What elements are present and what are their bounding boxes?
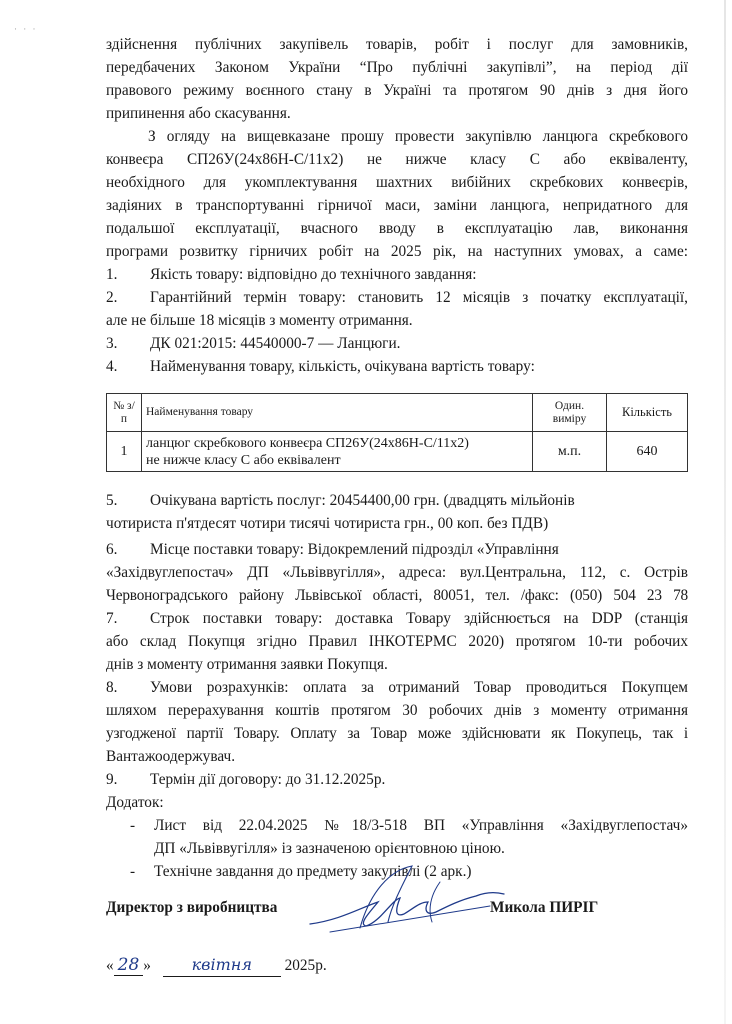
scan-artifact: · · ·	[14, 24, 38, 34]
item-number: 9.	[106, 771, 118, 788]
item-8-line-4: Вантажоодержувач.	[106, 748, 236, 765]
paragraph-1-line-3: правового режиму воєнного стану в Україні та протягом 90 днів з дня його	[106, 82, 688, 99]
item-text: Термін дії договору: до 31.12.2025р.	[150, 771, 386, 788]
item-text: Строк поставки товару: доставка Товару здійснюється на DDP (станція	[150, 610, 688, 627]
paragraph-2-line-5: подальшої експлуатації, вчасного вводу в експлуатацію лав, виконання	[106, 220, 688, 237]
date-close-quote: »	[143, 957, 151, 974]
item-8-line-3: узгодженої партії Товару. Оплату за Товар може здійснювати як Покупець, так і	[106, 725, 688, 742]
item-4	[106, 356, 688, 378]
row-name-line-1: ланцюг скребкового конвеєра СП26У(24х86Н-С/11х2)	[146, 435, 469, 451]
paragraph-2-line-4: задіяних в транспортуванні гірничої маси, заміни ланцюга, непридатного для	[106, 197, 688, 214]
item-number: 5.	[106, 492, 118, 509]
item-text: Місце поставки товару: Відокремлений підрозділ «Управління	[150, 541, 559, 558]
item-text: Якість товару: відповідно до технічного завдання:	[150, 266, 477, 283]
row-unit: м.п.	[533, 432, 607, 472]
item-text: Гарантійний термін товару: становить 12 місяців з початку експлуатації,	[150, 289, 688, 306]
item-5-line-2: чотириста п'ятдесят чотири тисячі чотириста грн., 00 коп. без ПДВ)	[106, 515, 549, 532]
attachment-text: Лист від 22.04.2025 №18/3-518 ВП «Управління «Західвуглепостач»	[154, 817, 688, 834]
header-number: № з/п	[107, 394, 142, 432]
attachment-1-line-2: ДП «Львіввугілля» із зазначеною орієнтовною ціною.	[154, 840, 505, 857]
attachments-title: Додаток:	[106, 794, 164, 811]
paragraph-1-line-4: припинення або скасування.	[106, 105, 291, 122]
paragraph-2-line-6: програми розвитку гірничих робіт на 2025 рік, на наступних умовах, а саме:	[106, 243, 688, 260]
page-edge-shadow	[724, 0, 726, 1024]
table-header-row	[107, 394, 688, 432]
item-7-line-3: днів з моменту отримання заявки Покупця.	[106, 656, 388, 673]
item-number: 1.	[106, 266, 118, 283]
date-month: квітня	[163, 954, 281, 977]
item-9	[106, 769, 688, 791]
item-text: ДК 021:2015: 44540000-7 — Ланцюги.	[150, 335, 401, 352]
attachment-text: Технічне завдання до предмету закупівлі (2 арк.)	[154, 863, 472, 880]
row-number: 1	[107, 432, 142, 472]
item-number: 3.	[106, 335, 118, 352]
item-number: 2.	[106, 289, 118, 306]
header-name: Найменування товару	[142, 394, 533, 432]
goods-table	[106, 393, 688, 472]
item-number: 6.	[106, 541, 118, 558]
signatory-name: Микола ПИРІГ	[490, 899, 599, 916]
paragraph-1-line-1: здійснення публічних закупівель товарів, робіт і послуг для замовників,	[106, 36, 688, 53]
date-year: 2025р.	[284, 957, 327, 974]
item-6-line-3: Червоноградського району Львівської області, 80051, тел. /факс: (050) 504 23 78	[106, 587, 688, 604]
header-unit: Один. виміру	[533, 394, 607, 432]
item-6-line-1	[106, 539, 688, 561]
date-open-quote: «	[106, 957, 114, 974]
table-row	[107, 432, 688, 472]
item-1	[106, 264, 688, 286]
item-text: Умови розрахунків: оплата за отриманий Товар проводиться Покупцем	[150, 679, 688, 696]
item-8-line-1	[106, 677, 688, 699]
handwritten-signature	[300, 862, 510, 942]
item-number: 8.	[106, 679, 118, 696]
row-name-line-2: не нижче класу С або еквівалент	[146, 452, 341, 468]
item-3	[106, 333, 688, 355]
date-day: 28	[114, 955, 144, 976]
item-number: 7.	[106, 610, 118, 627]
item-5-line-1	[106, 490, 688, 512]
item-number: 4.	[106, 358, 118, 375]
signatory-position: Директор з виробництва	[106, 899, 278, 916]
item-2-line-2: але не більше 18 місяців з моменту отримання.	[106, 312, 413, 329]
paragraph-2-line-3: необхідного для укомплектування шахтних вибійних скребкових конвеєрів,	[106, 174, 688, 191]
item-2-line-1	[106, 287, 688, 309]
item-7-line-1	[106, 608, 688, 630]
paragraph-2-line-2: конвеєра СП26У(24х86Н-С/11х2) не нижче класу С або еквіваленту,	[106, 151, 688, 168]
signature-date	[106, 954, 406, 977]
item-6-line-2: «Західвуглепостач» ДП «Львіввугілля», адреса: вул.Центральна, 112, с. Острів	[106, 564, 688, 581]
paragraph-1-line-2: передбачених Законом України “Про публічні закупівлі”, на період дії	[106, 59, 688, 76]
attachment-dash: -	[130, 817, 136, 834]
item-text: Найменування товару, кількість, очікувана вартість товару:	[150, 358, 535, 375]
paragraph-2-line-1: З огляду на вищевказане прошу провести закупівлю ланцюга скребкового	[148, 128, 688, 145]
attachment-dash: -	[130, 863, 136, 880]
row-quantity: 640	[607, 432, 688, 472]
attachment-1-line-1	[130, 815, 688, 837]
item-7-line-2: або склад Покупця згідно Правил ІНКОТЕРМС 2020) протягом 10-ти робочих	[106, 633, 688, 650]
item-8-line-2: шляхом перерахування коштів протягом 30 робочих днів з моменту отримання	[106, 702, 688, 719]
row-name	[142, 432, 533, 472]
header-quantity: Кількість	[607, 394, 688, 432]
item-text: Очікувана вартість послуг: 20454400,00 грн. (двадцять мільйонів	[150, 492, 575, 509]
